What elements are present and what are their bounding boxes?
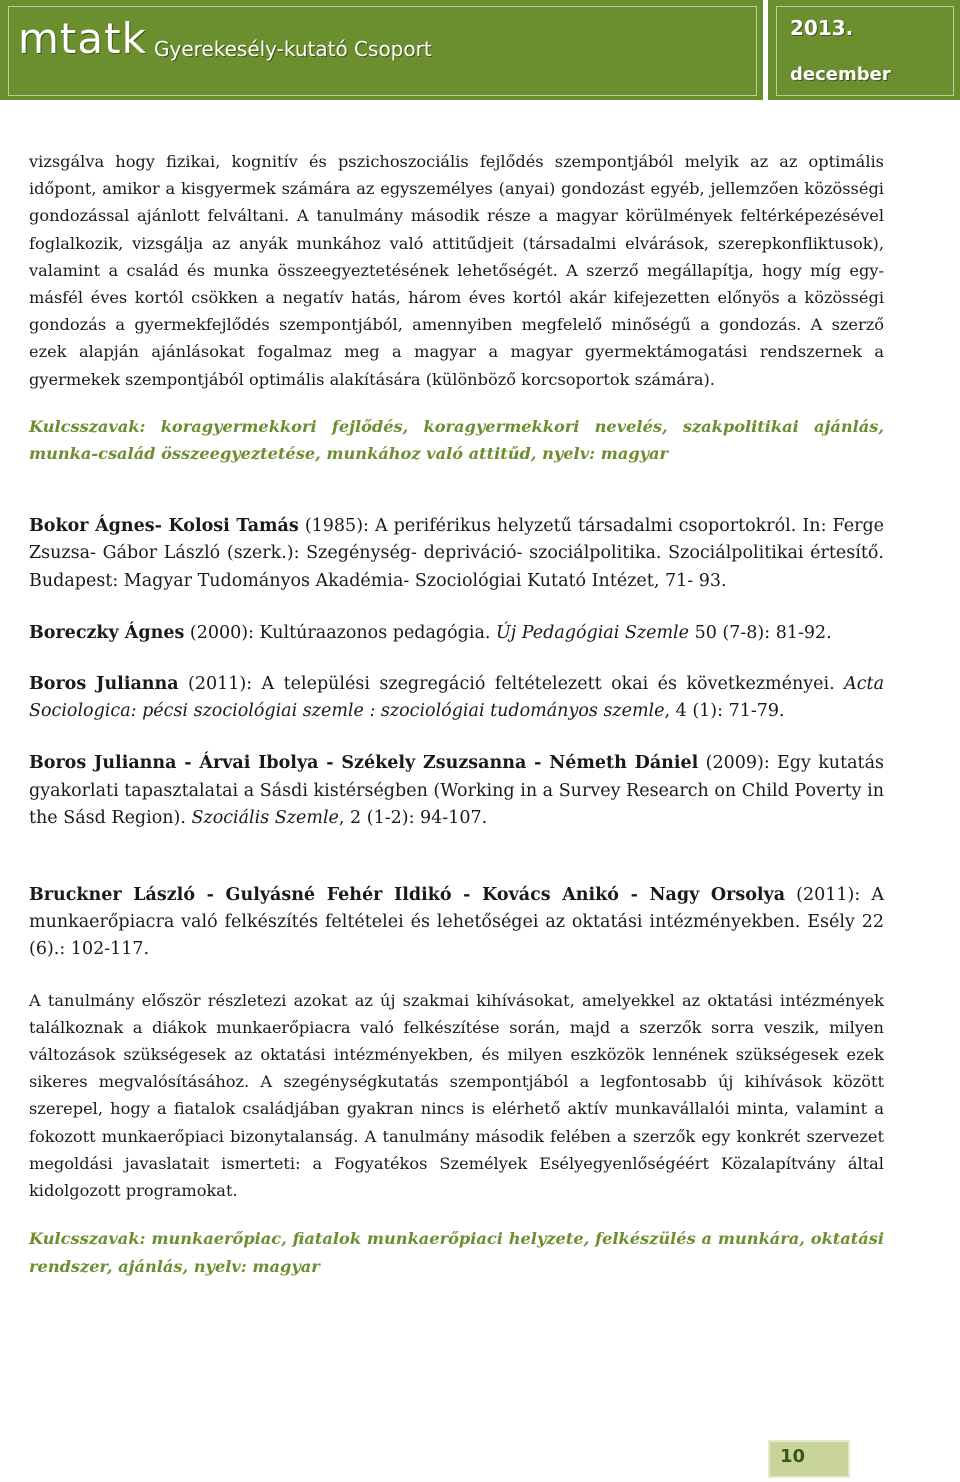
page-content [29, 148, 884, 1280]
reference-tail: , 4 (1): 71-79. [664, 701, 785, 722]
reference-authors: Boreczky Ágnes [29, 622, 185, 643]
reference-entry [29, 882, 884, 964]
mtatk-logo: mtatk [18, 14, 147, 63]
reference-tail: , 2 (1-2): 94-107. [338, 807, 488, 828]
reference-authors: Boros Julianna [29, 674, 179, 695]
header-year: 2013. [790, 16, 854, 40]
page-header [0, 0, 960, 102]
reference-details: (1985): A periférikus helyzetű társadalmi csoportokról. In: Ferge Zsuzsa- Gábor László (szerk.): Szegénység- depriváció- szociálpolitika. Szociálpolitikai értesítő. Budapest: Magyar Tudományos Akadémia- Szociológiai Kutató Intézet, 71- 93. [29, 516, 885, 591]
page-number: 10 [780, 1446, 806, 1467]
reference-authors: Bokor Ágnes- Kolosi Tamás [29, 516, 299, 537]
reference-entry [29, 513, 884, 595]
reference-journal: Szociális Szemle [191, 807, 339, 828]
reference-journal: Új Pedagógiai Szemle [496, 622, 689, 643]
reference-authors: Boros Julianna - Árvai Ibolya - Székely Zsuzsanna - Németh Dániel [29, 753, 699, 774]
abstract-paragraph: A tanulmány először részletezi azokat az új szakmai kihívásokat, amelyekkel az oktatási intézmények találkoznak a diákok munkaerőpiacra való felkészítése során, majd a szerzők sorra veszik, milyen változások szükségesek az oktatási intézményekben, és milyen eszközök lennének szükségesek ezek sikeres megvalósításához. A szegénységkutatás szempontjából a legfontosabb új kihívások között szerepel, hogy a fiatalok családjában gyakran nincs is elérhető aktív munkavállalói minta, valamint a fokozott munkaerőpiaci bizonytalanság. A tanulmány második felében a szerzők egy konkrét szervezet megoldási javaslatait ismerteti: a Fogyatékos Személyek Esélyegyenlőségéért Közalapítvány által kidolgozott programokat. [29, 990, 884, 1201]
reference-details: (2011): A munkaerőpiacra való felkészítés feltételei és lehetőségei az oktatási intézményekben. Esély 22 (6).: 102-117. [29, 885, 884, 960]
reference-details: (2009): Egy kutatás gyakorlati tapasztalatai a Sásdi kistérségben (Working in a Survey Research on Child Poverty in the Sásd Region). [29, 753, 884, 828]
keywords-paragraph: Kulcsszavak: munkaerőpiac, fiatalok munkaerőpiaci helyzete, felkészülés a munkára, oktatási rendszer, ajánlás, nyelv: magyar [29, 1229, 884, 1276]
abstract-paragraph: vizsgálva hogy fizikai, kognitív és pszichoszociális fejlődés szempontjából melyik az az optimális időpont, amikor a kisgyermek számára az egyszemélyes (anyai) gondozást egyéb, jellemzően közösségi gondozással ajánlott felváltani. A tanulmány második része a magyar körülmények feltérképezésével foglalkozik, vizsgálja az anyák munkához való attitűdjeit (társadalmi elvárások, szerepkonfliktusok), valamint a család és munka összeegyeztetésének lehetőségét. A szerző megállapítja, hogy míg egy-másfél éves kortól csökken a negatív hatás, három éves kortól akár kifejezetten előnyös a közösségi gondozás a gyermekfejlődés szempontjából, amennyiben megfelelő minőségű a gondozás. A szerző ezek alapján ajánlásokat fogalmaz meg a magyar a magyar gyermektámogatási rendszernek a gyermekek szempontjából optimális alakítására (különböző korcsoportok számára). [29, 152, 884, 389]
header-month: december [790, 64, 891, 85]
reference-tail: 50 (7-8): 81-92. [689, 622, 832, 643]
page-number-badge [768, 1440, 850, 1478]
reference-journal: Acta Sociologica: pécsi szociológiai szemle : szociológiai tudományos szemle [29, 674, 884, 722]
group-title: Gyerekesély-kutató Csoport [154, 37, 432, 61]
reference-entry [29, 671, 884, 725]
reference-entry [29, 620, 884, 647]
reference-details: (2000): Kultúraazonos pedagógia. [184, 622, 497, 643]
reference-entry [29, 750, 884, 832]
reference-authors: Bruckner László - Gulyásné Fehér Ildikó - Kovács Anikó - Nagy Orsolya [29, 885, 786, 906]
keywords-paragraph: Kulcsszavak: koragyermekkori fejlődés, koragyermekkori nevelés, szakpolitikai ajánlás, munka-család összeegyeztetése, munkához való attitűd, nyelv: magyar [29, 416, 884, 464]
reference-details: (2011): A települési szegregáció feltételezett okai és következményei. [178, 674, 845, 695]
